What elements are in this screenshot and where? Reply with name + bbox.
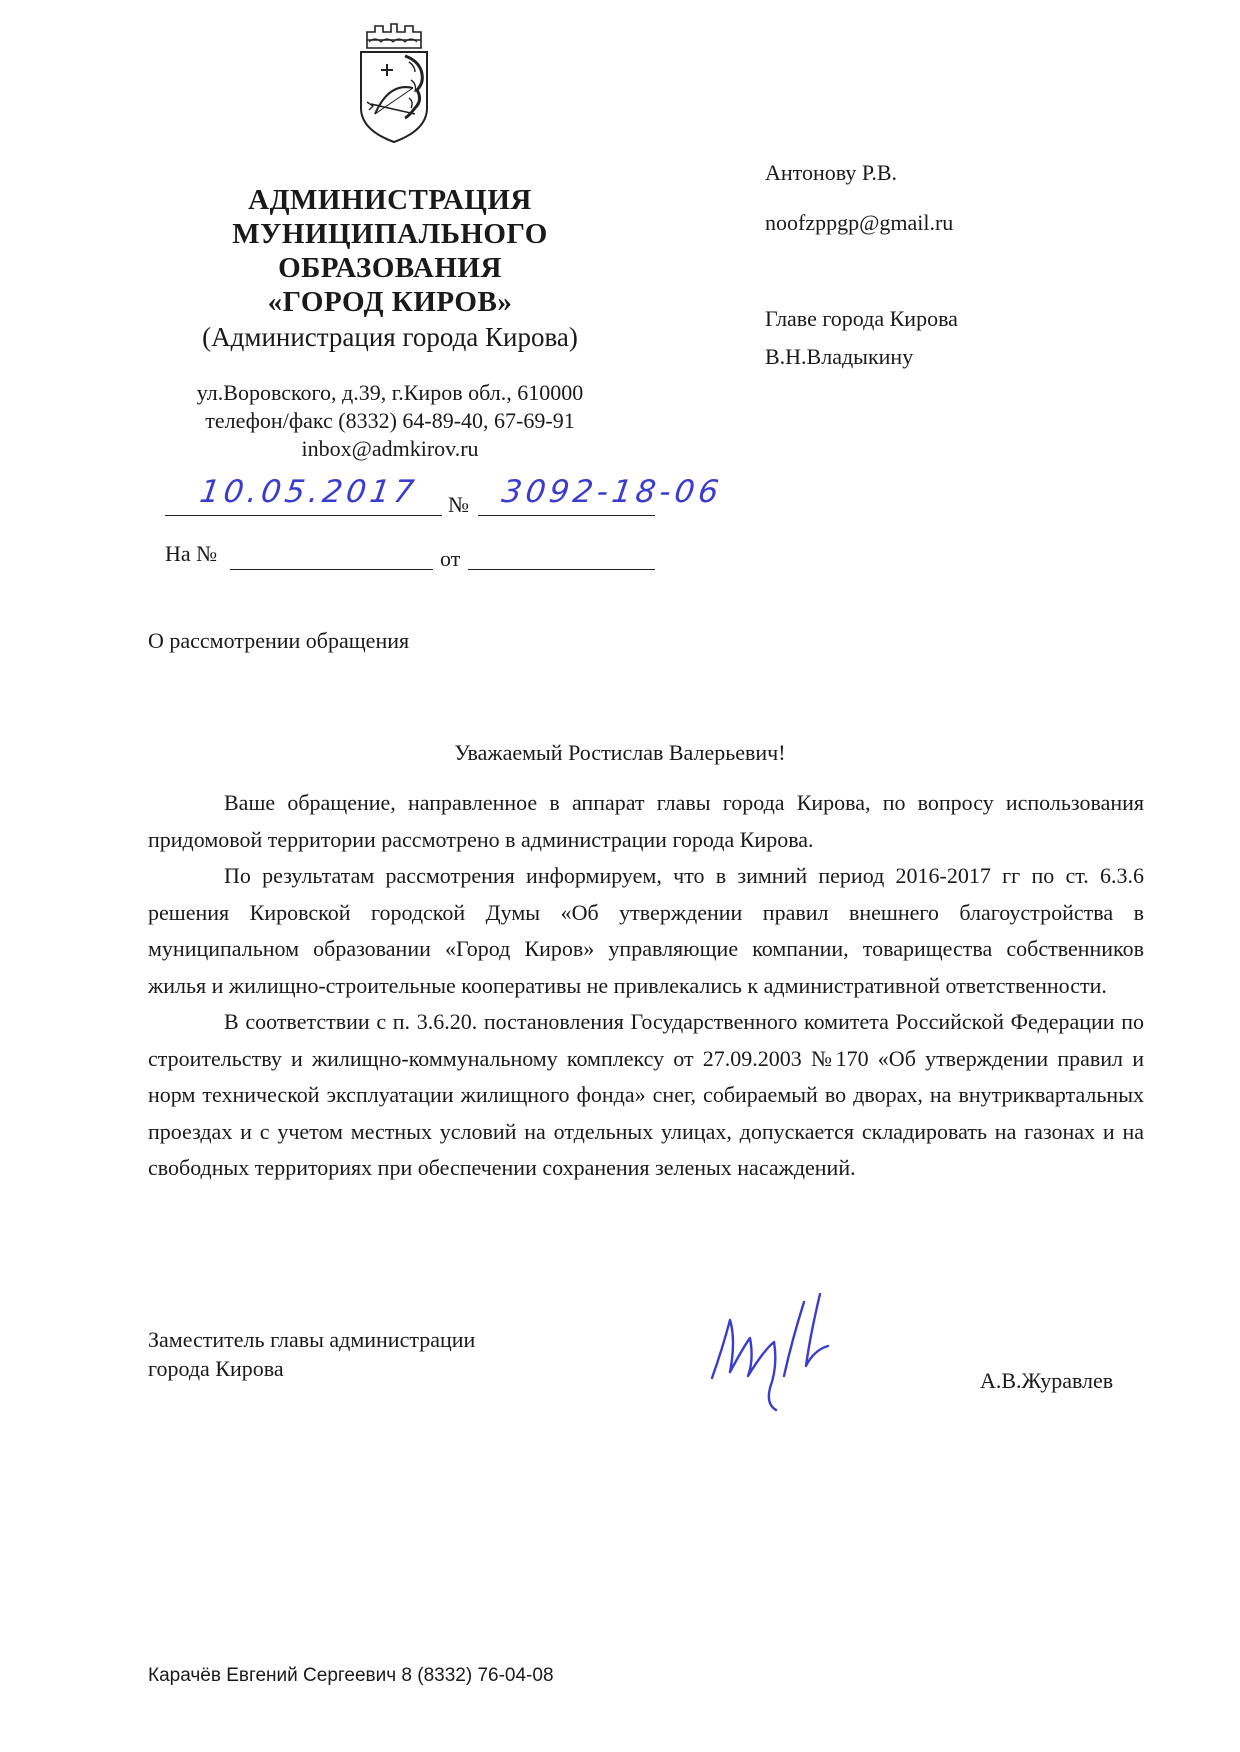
org-name-line-1: АДМИНИСТРАЦИЯ xyxy=(248,184,532,216)
org-name-line-2: МУНИЦИПАЛЬНОГО xyxy=(232,218,548,250)
handwritten-signature-icon xyxy=(700,1280,880,1420)
paragraph-3: В соответствии с п. 3.6.20. постановления Государственного комитета Российской Федерации по строительству и жилищно-коммунальному комплексу от 27.09.2003 №170 «Об утверждении правил и норм технической эксплуатации жилищного фонда» снег, собираемый во дворах, на внутриквартальных проездах и с учетом местных условий на отдельных улицах, допускается складировать на газонах и на свободных территориях при обеспечении сохранения зеленых насаждений. xyxy=(148,1009,1144,1180)
registration-date: 10.05.2017 xyxy=(197,474,421,510)
org-phone: телефон/факс (8332) 64-89-40, 67-69-91 xyxy=(205,408,575,433)
reply-to-label: На № xyxy=(165,541,218,566)
from-label: от xyxy=(440,546,461,571)
number-underline xyxy=(478,515,655,516)
paragraph-2: По результатам рассмотрения информируем, что в зимний период 2016-2017 гг по ст. 6.3.6 решения Кировской городской Думы «Об утверждении правил внешнего благоустройства в муниципальном образовании «Город Киров» управляющие компании, товарищества собственников жилья и жилищно-строительные кооперативы не привлекались к административной ответственности. xyxy=(148,863,1144,998)
addressee-name: Антонову Р.В. xyxy=(765,160,898,185)
date-underline xyxy=(165,515,442,516)
letter-subject: О рассмотрении обращения xyxy=(148,628,410,653)
letter-body xyxy=(148,785,1144,1187)
org-short-name: (Администрация города Кирова) xyxy=(202,322,578,352)
executor-contact: Карачёв Евгений Сергеевич 8 (8332) 76-04-08 xyxy=(148,1665,554,1686)
org-name-line-4: «ГОРОД КИРОВ» xyxy=(267,286,513,318)
signatory-title-line-1: Заместитель главы администрации xyxy=(148,1327,476,1352)
greeting: Уважаемый Ростислав Валерьевич! xyxy=(454,740,786,765)
signatory-title xyxy=(148,1325,475,1383)
number-sign: № xyxy=(448,492,469,517)
signatory-title-line-2: города Кирова xyxy=(148,1356,284,1381)
copy-addressee-title: Главе города Кирова xyxy=(765,306,958,331)
addressee-email: noofzppgp@gmail.ru xyxy=(765,210,954,235)
signatory-name: А.В.Журавлев xyxy=(980,1368,1114,1393)
org-name-line-3: ОБРАЗОВАНИЯ xyxy=(278,252,502,284)
reply-to-underline xyxy=(230,569,433,570)
org-email: inbox@admkirov.ru xyxy=(301,436,479,461)
coat-of-arms-icon xyxy=(353,18,435,146)
registration-number: 3092-18-06 xyxy=(499,474,725,510)
from-underline xyxy=(468,569,655,570)
org-address: ул.Воровского, д.39, г.Киров обл., 610000 xyxy=(196,380,584,405)
copy-addressee-name: В.Н.Владыкину xyxy=(765,344,914,369)
paragraph-1: Ваше обращение, направленное в аппарат главы города Кирова, по вопросу использования придомовой территории рассмотрено в администрации города Кирова. xyxy=(148,790,1144,852)
